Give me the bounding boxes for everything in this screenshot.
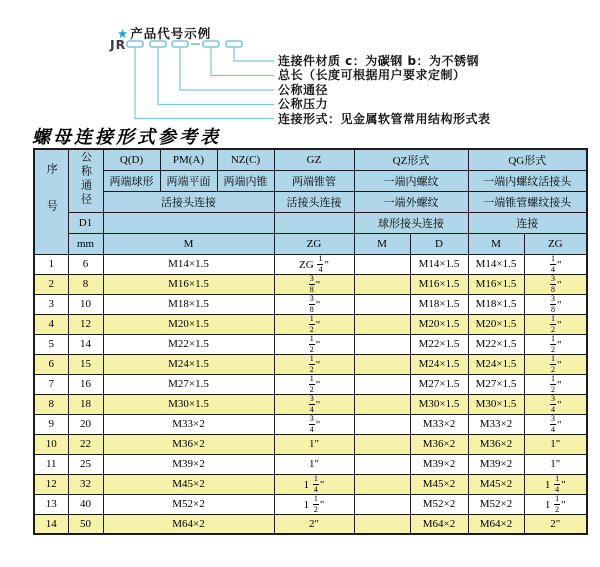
table-cell: M30×1.5	[468, 394, 524, 414]
table-cell: $\frac{3}{8}$ "	[274, 294, 354, 314]
table-cell: M14×1.5	[468, 254, 524, 274]
diagram-heading-text: 产品代号示例	[130, 26, 212, 41]
header-col-qd: Q(D)	[103, 149, 160, 170]
table-cell: M18×1.5	[468, 294, 524, 314]
table-cell	[354, 474, 410, 494]
header-qg-desc3: 连接	[468, 212, 587, 233]
table-cell: 14	[34, 514, 68, 534]
table-row	[34, 334, 587, 354]
table-cell: 20	[68, 414, 103, 434]
table-title: 螺母连接形式参考表	[32, 127, 221, 148]
table-cell: M64×2	[410, 514, 468, 534]
table-cell: $\frac{1}{2}$ "	[524, 314, 587, 334]
table-cell: 11	[34, 454, 68, 474]
table-cell: 2"	[274, 514, 354, 534]
table-cell	[354, 394, 410, 414]
table-cell: M39×2	[410, 454, 468, 474]
fraction: $\frac{3}{4}$	[551, 394, 556, 414]
header-pma-desc: 两端平面	[160, 170, 217, 191]
fraction: $\frac{3}{4}$	[551, 414, 556, 434]
fraction: $\frac{3}{4}$	[309, 394, 314, 414]
header-row-5	[34, 233, 587, 254]
connector-form	[135, 47, 274, 119]
table-cell	[354, 454, 410, 474]
table-cell: M14×1.5	[103, 254, 274, 274]
label-total-length: 总长（长度可根据用户要求定制）	[278, 68, 466, 83]
header-col-gz: GZ	[274, 149, 354, 170]
fraction: $\frac{1}{2}$	[555, 494, 560, 514]
table-cell: $\frac{3}{4}$ "	[524, 414, 587, 434]
fraction: $\frac{3}{8}$	[551, 294, 556, 314]
table-cell: $\frac{1}{2}$ "	[274, 354, 354, 374]
table-row	[34, 394, 587, 414]
header-seq-label: 序号	[45, 163, 58, 238]
table-cell: M30×1.5	[103, 394, 274, 414]
table-cell: M27×1.5	[468, 374, 524, 394]
table-cell	[354, 294, 410, 314]
table-row	[34, 434, 587, 454]
connector-diameter	[180, 47, 274, 90]
header-dn	[68, 149, 103, 212]
table-row	[34, 514, 587, 534]
table-cell: 2	[34, 274, 68, 294]
label-nominal-pressure: 公称压力	[278, 97, 329, 112]
table-cell: 32	[68, 474, 103, 494]
table-cell: $\frac{3}{4}$ "	[524, 394, 587, 414]
header-row-2	[34, 170, 587, 191]
table-cell: 7	[34, 374, 68, 394]
table-cell: $\frac{1}{2}$ "	[274, 334, 354, 354]
table-cell: 12	[34, 474, 68, 494]
table-row	[34, 294, 587, 314]
table-cell: 1 $\frac{1}{4}$ "	[274, 474, 354, 494]
table-cell: $\frac{1}{2}$ "	[524, 374, 587, 394]
header-dn-label: 公称通径	[79, 151, 92, 208]
fraction: $\frac{1}{4}$	[551, 254, 556, 274]
fraction: $\frac{1}{4}$	[313, 474, 318, 494]
header-qg-desc1: 一端内螺纹活接头	[468, 170, 587, 191]
label-material: 连接件材质 c：为碳钢 b：为不锈钢	[278, 54, 480, 68]
table-cell: 1	[34, 254, 68, 274]
table-cell	[354, 434, 410, 454]
fraction: $\frac{3}{8}$	[309, 274, 314, 294]
table-cell	[354, 514, 410, 534]
fraction: $\frac{1}{4}$	[318, 254, 323, 274]
header-union-conn: 活接头连接	[103, 191, 274, 212]
table-cell: M64×2	[103, 514, 274, 534]
header-mm: mm	[68, 233, 103, 254]
header-gz-desc: 两端锥管	[274, 170, 354, 191]
table-cell: M20×1.5	[103, 314, 274, 334]
table-cell: M22×1.5	[103, 334, 274, 354]
table-cell	[354, 274, 410, 294]
table-row	[34, 254, 587, 274]
table-cell: M30×1.5	[410, 394, 468, 414]
fraction: $\frac{3}{8}$	[309, 294, 314, 314]
table-cell	[354, 374, 410, 394]
table-cell: 1"	[274, 434, 354, 454]
header-qz-desc3: 球形接头连接	[354, 212, 468, 233]
table-cell: M36×2	[103, 434, 274, 454]
connector-material	[234, 47, 274, 61]
table-cell: $\frac{3}{4}$ "	[274, 414, 354, 434]
header-col-nzc: NZ(C)	[217, 149, 274, 170]
product-code-prefix: JR	[110, 37, 127, 52]
table-cell: 13	[34, 494, 68, 514]
table-cell: $\frac{3}{8}$ "	[524, 294, 587, 314]
table-cell: M22×1.5	[468, 334, 524, 354]
header-d: D	[410, 233, 468, 254]
fraction: $\frac{3}{8}$	[551, 274, 556, 294]
table-cell: 10	[34, 434, 68, 454]
table-cell: $\frac{1}{2}$ "	[274, 374, 354, 394]
header-zg1: ZG	[274, 233, 354, 254]
fraction: $\frac{1}{4}$	[555, 474, 560, 494]
table-cell: M36×2	[410, 434, 468, 454]
table-cell: M16×1.5	[410, 274, 468, 294]
header-m3: M	[468, 233, 524, 254]
table-cell: 10	[68, 294, 103, 314]
table-cell: $\frac{1}{2}$ "	[524, 354, 587, 374]
table-cell: M36×2	[468, 434, 524, 454]
table-cell: M22×1.5	[410, 334, 468, 354]
table-row	[34, 374, 587, 394]
table-cell: M16×1.5	[103, 274, 274, 294]
table-row	[34, 414, 587, 434]
table-cell: $\frac{1}{2}$ "	[274, 314, 354, 334]
table-cell: $\frac{3}{4}$ "	[274, 394, 354, 414]
header-row-4	[34, 212, 587, 233]
table-cell: M64×2	[468, 514, 524, 534]
header-col-pma: PM(A)	[160, 149, 217, 170]
table-row	[34, 274, 587, 294]
header-gz-conn: 活接头连接	[274, 191, 354, 212]
header-empty-2	[274, 212, 354, 233]
table-cell: 5	[34, 334, 68, 354]
table-body	[34, 254, 587, 534]
fraction: $\frac{1}{2}$	[551, 374, 556, 394]
table-cell	[354, 314, 410, 334]
header-m1: M	[103, 233, 274, 254]
fraction: $\frac{1}{2}$	[309, 354, 314, 374]
table-cell: M20×1.5	[468, 314, 524, 334]
table-cell: $\frac{3}{8}$ "	[274, 274, 354, 294]
table-cell: $\frac{3}{8}$ "	[524, 274, 587, 294]
table-cell: ZG $\frac{1}{4}$ "	[274, 254, 354, 274]
header-qz-desc1: 一端内螺纹	[354, 170, 468, 191]
table-cell: 1"	[524, 434, 587, 454]
table-row	[34, 354, 587, 374]
header-empty-1	[103, 212, 274, 233]
table-cell	[354, 354, 410, 374]
label-connection-form: 连接形式：见金属软管常用结构形式表	[278, 111, 491, 126]
table-cell: 1 $\frac{1}{4}$ "	[524, 474, 587, 494]
table-cell: 3	[34, 294, 68, 314]
table-header	[34, 149, 587, 254]
table-cell: 1 $\frac{1}{2}$ "	[274, 494, 354, 514]
table-cell: $\frac{1}{4}$ "	[524, 254, 587, 274]
header-qg-desc2: 一端锥管螺纹接头	[468, 191, 587, 212]
table-cell: $\frac{1}{2}$ "	[524, 334, 587, 354]
table-row	[34, 494, 587, 514]
header-col-qz: QZ形式	[354, 149, 468, 170]
table-cell: 22	[68, 434, 103, 454]
table-cell: 6	[68, 254, 103, 274]
fraction: $\frac{1}{2}$	[313, 494, 318, 514]
table-cell: 1"	[274, 454, 354, 474]
table-cell: M52×2	[468, 494, 524, 514]
table-cell: 18	[68, 394, 103, 414]
table-cell: M45×2	[103, 474, 274, 494]
code-box-5	[226, 41, 242, 47]
table-row	[34, 474, 587, 494]
table-cell: M27×1.5	[410, 374, 468, 394]
table-cell: M39×2	[468, 454, 524, 474]
table-cell: 16	[68, 374, 103, 394]
diagram-labels	[278, 54, 491, 126]
table-cell: M18×1.5	[410, 294, 468, 314]
diagram-heading	[117, 24, 211, 42]
table-cell	[354, 414, 410, 434]
table-cell: M16×1.5	[468, 274, 524, 294]
table-cell: 8	[68, 274, 103, 294]
fraction: $\frac{1}{2}$	[551, 334, 556, 354]
header-col-qg: QG形式	[468, 149, 587, 170]
table-row	[34, 314, 587, 334]
table-cell: M45×2	[468, 474, 524, 494]
table-cell: 25	[68, 454, 103, 474]
header-zg2: ZG	[524, 233, 587, 254]
table-cell	[354, 334, 410, 354]
fraction: $\frac{1}{2}$	[551, 354, 556, 374]
table-cell	[354, 494, 410, 514]
header-qz-desc2: 一端外螺纹	[354, 191, 468, 212]
header-seq	[34, 149, 68, 254]
table-cell: M39×2	[103, 454, 274, 474]
table-cell: 50	[68, 514, 103, 534]
fraction: $\frac{1}{2}$	[551, 314, 556, 334]
table-cell: 14	[68, 334, 103, 354]
header-d1: D1	[68, 212, 103, 233]
fraction: $\frac{1}{2}$	[309, 334, 314, 354]
table-cell	[354, 254, 410, 274]
table-cell: M33×2	[468, 414, 524, 434]
table-cell: 1 $\frac{1}{2}$ "	[524, 494, 587, 514]
header-nzc-desc: 两端内锥	[217, 170, 274, 191]
table-cell: M24×1.5	[468, 354, 524, 374]
table-cell: M27×1.5	[103, 374, 274, 394]
table-cell: 12	[68, 314, 103, 334]
table-cell: 6	[34, 354, 68, 374]
fraction: $\frac{1}{2}$	[309, 374, 314, 394]
table-cell: M33×2	[410, 414, 468, 434]
header-row-3	[34, 191, 587, 212]
header-m2: M	[354, 233, 410, 254]
fraction: $\frac{3}{4}$	[309, 414, 314, 434]
table-cell: M24×1.5	[103, 354, 274, 374]
table-cell: M52×2	[103, 494, 274, 514]
table-cell: 4	[34, 314, 68, 334]
table-row	[34, 454, 587, 474]
table-cell: M20×1.5	[410, 314, 468, 334]
label-nominal-diameter: 公称通径	[278, 82, 329, 97]
table-cell: M33×2	[103, 414, 274, 434]
table-cell: M18×1.5	[103, 294, 274, 314]
table-cell: M14×1.5	[410, 254, 468, 274]
table-cell: 1"	[524, 454, 587, 474]
table-cell: 8	[34, 394, 68, 414]
fraction: $\frac{1}{2}$	[309, 314, 314, 334]
table-cell: 9	[34, 414, 68, 434]
reference-table	[33, 148, 588, 535]
table-cell: 2"	[524, 514, 587, 534]
table-cell: M45×2	[410, 474, 468, 494]
table-cell: 15	[68, 354, 103, 374]
header-qd-desc: 两端球形	[103, 170, 160, 191]
star-icon: ★	[117, 26, 130, 41]
header-row-1	[34, 149, 587, 170]
table-cell: M24×1.5	[410, 354, 468, 374]
table-cell: M52×2	[410, 494, 468, 514]
table-cell: 40	[68, 494, 103, 514]
